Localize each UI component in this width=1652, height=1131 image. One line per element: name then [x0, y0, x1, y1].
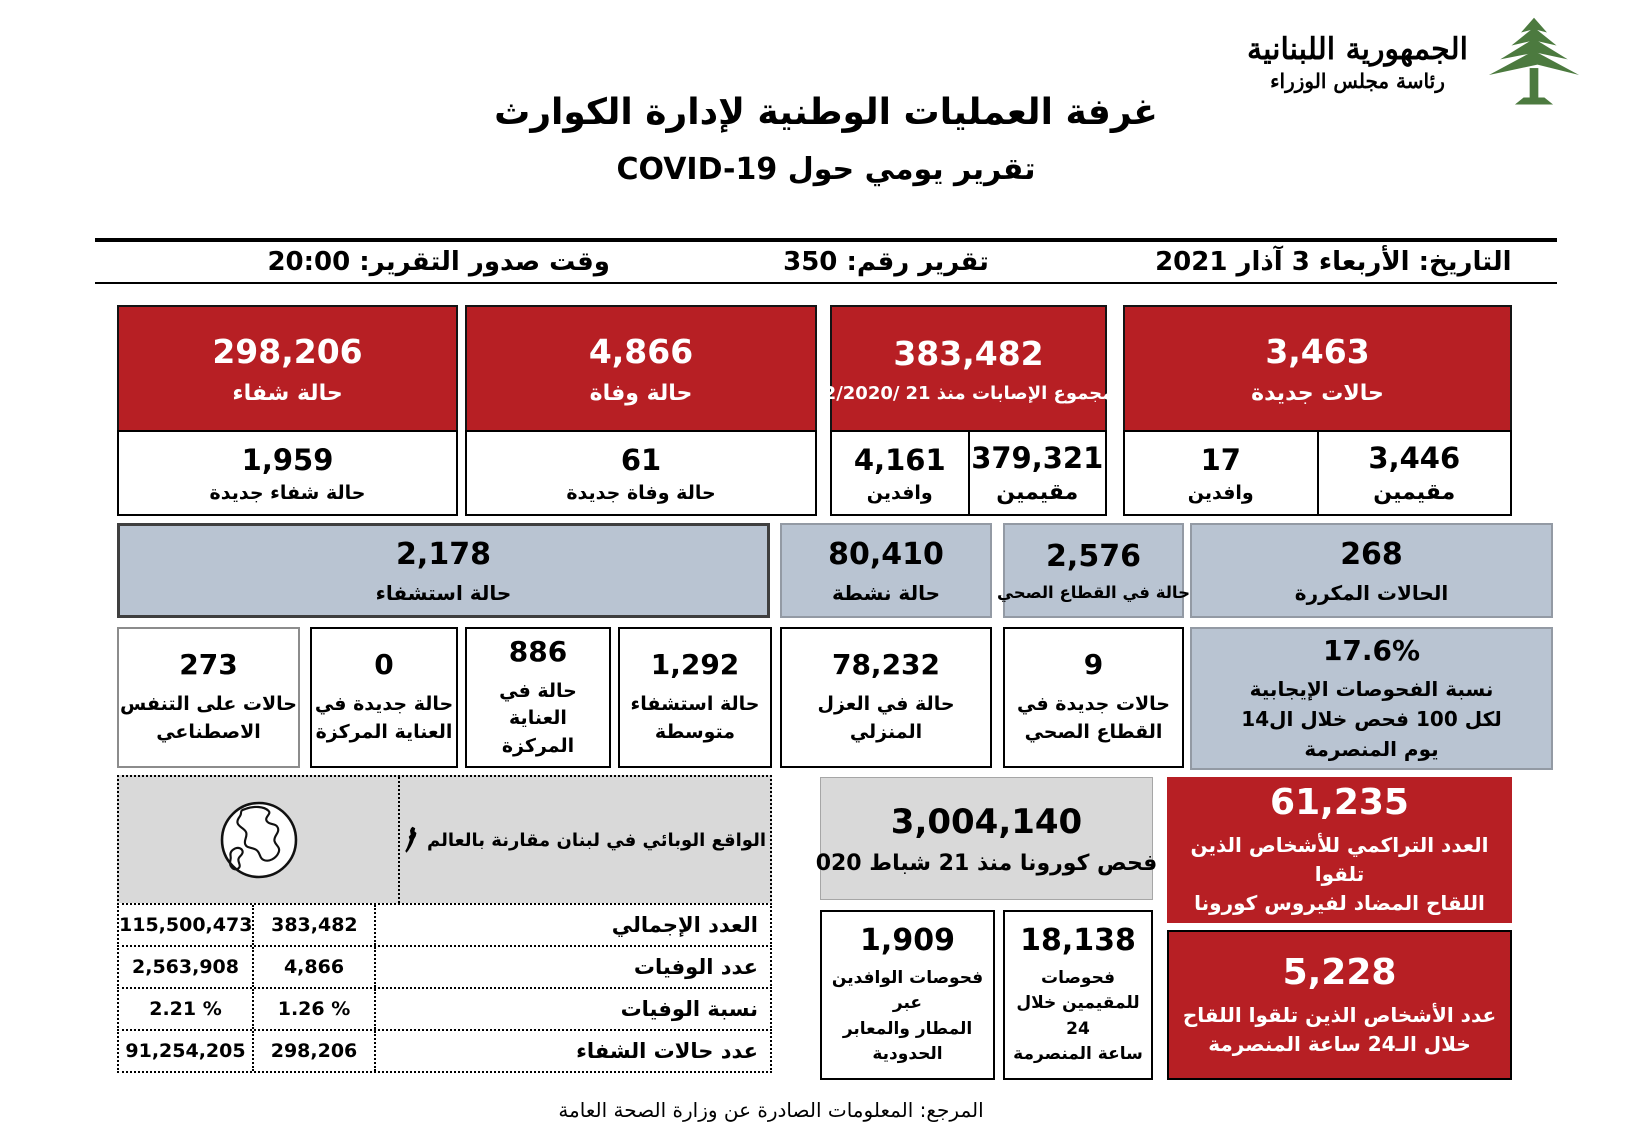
- row-deaths-world: 2,563,908: [132, 956, 239, 978]
- total-arrivals-label: وافدين: [866, 481, 933, 504]
- home-isolation-value: 78,232: [831, 648, 941, 682]
- resident-tests-label-line2: للمقيمين خلال 24: [1016, 993, 1140, 1039]
- new-recoveries-label: حالة شفاء جديدة: [209, 481, 366, 504]
- ventilator-label-line1: حالات على التنفس: [120, 693, 297, 716]
- total-arrivals-cell: [830, 430, 970, 516]
- globe-cell: [119, 777, 398, 903]
- moderate-hospitalization-value: 1,292: [650, 648, 740, 682]
- total-tests-label: فحص كورونا منذ 21 شباط 020: [815, 850, 1158, 876]
- arrival-tests-box: [820, 910, 995, 1080]
- positivity-rate-label-line2: لكل 100 فحص خلال ال14: [1241, 706, 1502, 731]
- positivity-rate-label: [1241, 674, 1501, 764]
- total-cases-label: [824, 383, 1114, 404]
- cumulative-vaccinated-label: [1167, 831, 1512, 918]
- row-death-rate-world: 2.21 %: [149, 998, 222, 1020]
- logo-republic-name: الجمهورية اللبنانية: [1246, 32, 1468, 68]
- cumulative-vaccinated-label-line2: اللقاح المضاد لفيروس كورونا: [1194, 891, 1485, 915]
- total-tests-box: [815, 777, 1158, 900]
- recoveries-group: [117, 305, 458, 516]
- positivity-rate-value: 17.6%: [1322, 633, 1421, 667]
- arrival-tests-label-line3: الحدودية: [872, 1044, 943, 1064]
- recoveries-label: حالة شفاء: [232, 380, 343, 406]
- health-sector-cases-label: حالة في القطاع الصحي: [997, 583, 1190, 602]
- row-total-lebanon: 383,482: [252, 905, 374, 945]
- new-recoveries-value: 1,959: [241, 442, 334, 477]
- active-cases-value: 80,410: [828, 536, 944, 572]
- new-icu-cases-label: [315, 691, 453, 746]
- arrival-tests-label: [822, 966, 993, 1068]
- moderate-hosp-label-line1: حالة استشفاء: [630, 693, 760, 716]
- report-meta-bar: [95, 238, 1557, 284]
- deaths-group: [465, 305, 817, 516]
- row-total-world: 115,500,473: [119, 914, 253, 936]
- page-title: غرفة العمليات الوطنية لإدارة الكوارث: [494, 92, 1158, 133]
- arrival-tests-value: 1,909: [860, 922, 955, 958]
- moderate-hosp-label-line2: متوسطة: [654, 721, 736, 743]
- report-issue-time: وقت صدور التقرير: 20:00: [267, 247, 610, 277]
- arrival-tests-label-line2: المطار والمعابر: [842, 1018, 973, 1039]
- total-tests-value: 3,004,140: [890, 801, 1083, 842]
- daily-vaccinated-value: 5,228: [1282, 951, 1397, 993]
- row-deaths-lebanon: 4,866: [252, 947, 374, 987]
- arrival-tests-label-line1: فحوصات الوافدين عبر: [831, 967, 984, 1013]
- ventilator-cases-value: 273: [179, 648, 238, 682]
- row-death-rate-lebanon: 1.26 %: [252, 989, 374, 1029]
- new-arrivals-value: 17: [1200, 442, 1241, 477]
- source-note: المرجع: المعلومات الصادرة عن وزارة الصحة العامة: [558, 1098, 984, 1122]
- hospitalized-cases-value: 2,178: [396, 536, 491, 572]
- positivity-rate-label-line1: نسبة الفحوصات الإيجابية: [1249, 676, 1494, 701]
- resident-tests-label-line3: ساعة المنصرمة: [1013, 1044, 1143, 1064]
- new-cases-label: حالات جديدة: [1251, 380, 1384, 406]
- table-row: [117, 903, 772, 947]
- total-cases-breakdown: [830, 432, 1107, 516]
- resident-tests-label-line1: فحوصات: [1041, 967, 1115, 988]
- new-icu-label-line2: العناية المركزة: [315, 721, 453, 743]
- new-health-sector-label-line1: حالات جديدة في: [1017, 693, 1170, 716]
- new-cases-group: [1123, 305, 1512, 516]
- row-recoveries-label: عدد حالات الشفاء: [374, 1031, 770, 1071]
- new-deaths-label: حالة وفاة جديدة: [566, 481, 716, 504]
- total-cases-label-date: 2/2020/: [823, 382, 900, 404]
- ventilator-cases-label: [120, 691, 297, 746]
- recoveries-value: 298,206: [212, 331, 363, 371]
- new-icu-cases-box: [310, 627, 458, 768]
- table-row: [117, 945, 772, 989]
- deaths-value: 4,866: [588, 331, 694, 371]
- row-recoveries-lebanon: 298,206: [252, 1031, 374, 1071]
- home-isolation-box: [780, 627, 992, 768]
- hospitalized-cases-label: حالة استشفاء: [375, 580, 512, 605]
- row-deaths-label: عدد الوفيات: [374, 947, 770, 987]
- new-deaths-cell: [465, 430, 817, 516]
- moderate-hospitalization-label: [631, 691, 760, 746]
- moderate-hospitalization-box: [618, 627, 772, 768]
- new-cases-breakdown: [1123, 432, 1512, 516]
- total-cases-value: 383,482: [893, 333, 1044, 373]
- table-row: [117, 1029, 772, 1073]
- hospitalized-cases-box: [117, 523, 770, 618]
- world-comparison-title: الواقع الوبائي في لبنان مقارنة بالعالم: [426, 829, 766, 851]
- table-row: [117, 987, 772, 1031]
- new-residents-label: مقيمين: [1373, 480, 1456, 505]
- icu-cases-label-line2: المركزة: [501, 734, 575, 757]
- page-subtitle: تقرير يومي حول COVID-19: [616, 152, 1036, 187]
- total-residents-label: مقيمين: [996, 480, 1079, 505]
- daily-vaccinated-label: [1183, 1001, 1496, 1059]
- health-sector-cases-box: [997, 523, 1190, 618]
- ventilator-cases-box: [117, 627, 300, 768]
- repeated-cases-box: [1190, 523, 1553, 618]
- total-arrivals-value: 4,161: [853, 442, 946, 477]
- row-recoveries-world: 91,254,205: [125, 1040, 246, 1062]
- new-recoveries-cell: [117, 430, 458, 516]
- world-comparison-table: [117, 775, 772, 1073]
- resident-tests-box: [1003, 910, 1153, 1080]
- lebanon-map-icon: [404, 794, 419, 886]
- new-cases-box: [1123, 305, 1512, 432]
- cumulative-vaccinated-value: 61,235: [1270, 782, 1409, 823]
- recoveries-box: [117, 305, 458, 432]
- positivity-rate-label-line3: يوم المنصرمة: [1304, 736, 1439, 761]
- positivity-rate-box: [1190, 627, 1553, 770]
- deaths-breakdown: [465, 432, 817, 516]
- icu-cases-box: [465, 627, 611, 768]
- new-icu-label-line1: حالة جديدة في: [314, 693, 454, 716]
- ventilator-label-line2: الاصطناعي: [156, 721, 261, 743]
- active-cases-label: حالة نشطة: [832, 580, 940, 605]
- logo-text: [1247, 31, 1468, 93]
- icu-cases-label-line1: حالة في العناية: [499, 679, 577, 730]
- globe-icon: [216, 797, 302, 883]
- new-cases-residents-cell: [1317, 430, 1513, 516]
- world-comparison-header: [117, 775, 772, 905]
- daily-vaccinated-label-line1: عدد الأشخاص الذين تلقوا اللقاح: [1182, 1002, 1497, 1027]
- cumulative-vaccinated-box: [1167, 777, 1512, 923]
- health-sector-cases-value: 2,576: [1046, 539, 1141, 574]
- daily-vaccinated-box: [1167, 930, 1512, 1080]
- repeated-cases-value: 268: [1340, 536, 1403, 572]
- total-cases-box: [823, 305, 1114, 432]
- report-number: تقرير رقم: 350: [783, 247, 989, 277]
- daily-vaccinated-label-line2: خلال الـ24 ساعة المنصرمة: [1208, 1031, 1471, 1056]
- total-residents-cell: [968, 430, 1108, 516]
- home-isolation-label: حالة في العزل المنزلي: [817, 693, 955, 743]
- active-cases-box: [780, 523, 992, 618]
- deaths-box: [465, 305, 817, 432]
- logo-council-name: رئاسة مجلس الوزراء: [1270, 68, 1445, 93]
- new-health-sector-cases-label: [1017, 691, 1170, 746]
- cumulative-vaccinated-label-line1: العدد التراكمي للأشخاص الذين تلقوا: [1190, 833, 1489, 886]
- report-date: التاريخ: الأربعاء 3 آذار 2021: [1155, 247, 1512, 277]
- new-health-sector-cases-box: [1003, 627, 1184, 768]
- total-residents-value: 379,321: [971, 441, 1104, 475]
- new-cases-arrivals-cell: [1123, 430, 1319, 516]
- repeated-cases-label: الحالات المكررة: [1294, 580, 1449, 605]
- world-comparison-title-cell: [398, 777, 770, 903]
- deaths-label: حالة وفاة: [589, 380, 693, 406]
- resident-tests-label: [1005, 966, 1151, 1068]
- row-total-label: العدد الإجمالي: [374, 905, 770, 945]
- new-residents-value: 3,446: [1368, 441, 1461, 475]
- resident-tests-value: 18,138: [1020, 922, 1136, 958]
- total-cases-label-text: مجموع الإصابات منذ 21: [905, 382, 1114, 404]
- icu-cases-label: [467, 678, 609, 761]
- icu-cases-value: 886: [508, 634, 568, 668]
- new-icu-cases-value: 0: [374, 648, 394, 682]
- recoveries-breakdown: [117, 432, 458, 516]
- new-arrivals-label: وافدين: [1187, 481, 1254, 504]
- new-deaths-value: 61: [620, 442, 662, 477]
- new-health-sector-cases-value: 9: [1083, 648, 1104, 682]
- row-death-rate-label: نسبة الوفيات: [374, 989, 770, 1029]
- new-cases-value: 3,463: [1265, 331, 1370, 371]
- new-health-sector-label-line2: القطاع الصحي: [1024, 721, 1163, 743]
- total-cases-group: [823, 305, 1114, 516]
